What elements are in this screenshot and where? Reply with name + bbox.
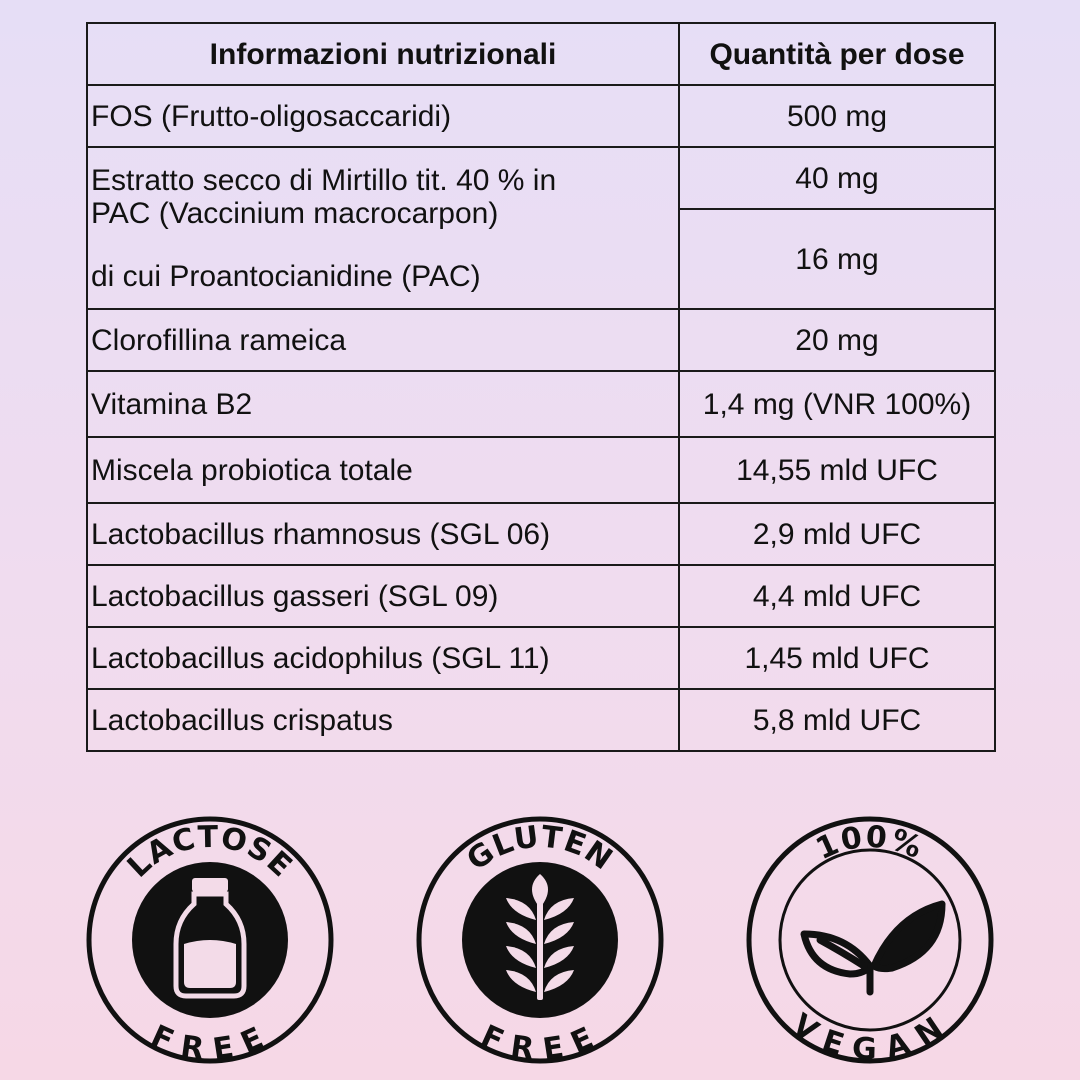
badge-top-text: GLUTEN	[460, 819, 620, 878]
lactose-free-badge	[86, 816, 334, 1064]
badge-top-text: 100%	[810, 819, 929, 868]
table-row	[87, 627, 995, 689]
table-row	[87, 147, 995, 209]
row-name-multiline	[87, 147, 679, 309]
table-row	[87, 503, 995, 565]
header-name: Informazioni nutrizionali	[87, 23, 679, 85]
row-qty: 14,55 mld UFC	[679, 437, 995, 503]
badge-bottom-text: FREE	[475, 1018, 605, 1064]
row-qty: 20 mg	[679, 309, 995, 371]
nutrition-table	[86, 22, 996, 752]
badge-bottom-text: FREE	[145, 1018, 275, 1064]
svg-text:VEGAN	[786, 1007, 954, 1064]
gluten-free-badge	[416, 816, 664, 1064]
row-name: Lactobacillus acidophilus (SGL 11)	[87, 627, 679, 689]
row-name: Lactobacillus crispatus	[87, 689, 679, 751]
row-name: Lactobacillus rhamnosus (SGL 06)	[87, 503, 679, 565]
row-name: FOS (Frutto-oligosaccaridi)	[87, 85, 679, 147]
row-name-line: PAC (Vaccinium macrocarpon)	[91, 196, 499, 230]
leaves-icon	[804, 904, 942, 992]
row-name: Lactobacillus gasseri (SGL 09)	[87, 565, 679, 627]
row-name-sub: di cui Proantocianidine (PAC)	[91, 259, 481, 293]
header-qty: Quantità per dose	[679, 23, 995, 85]
row-name: Clorofillina rameica	[87, 309, 679, 371]
row-qty: 500 mg	[679, 85, 995, 147]
row-qty: 5,8 mld UFC	[679, 689, 995, 751]
vegan-badge	[746, 816, 994, 1064]
row-qty: 1,4 mg (VNR 100%)	[679, 371, 995, 437]
row-name: Vitamina B2	[87, 371, 679, 437]
table-row	[87, 437, 995, 503]
row-qty: 1,45 mld UFC	[679, 627, 995, 689]
row-qty-sub: 16 mg	[679, 209, 995, 309]
svg-text:FREE	[146, 1018, 274, 1064]
table-row	[87, 371, 995, 437]
table-row	[87, 85, 995, 147]
table-row	[87, 689, 995, 751]
row-qty: 4,4 mld UFC	[679, 565, 995, 627]
row-name-line: Estratto secco di Mirtillo tit. 40 % in	[91, 163, 557, 197]
badge-bottom-text: VEGAN	[785, 1006, 954, 1064]
row-qty: 2,9 mld UFC	[679, 503, 995, 565]
badge-top-text: LACTOSE	[120, 819, 300, 885]
table-row	[87, 565, 995, 627]
table-row	[87, 309, 995, 371]
table-header-row	[87, 23, 995, 85]
row-qty: 40 mg	[679, 147, 995, 209]
row-name: Miscela probiotica totale	[87, 437, 679, 503]
svg-text:FREE	[476, 1018, 604, 1064]
